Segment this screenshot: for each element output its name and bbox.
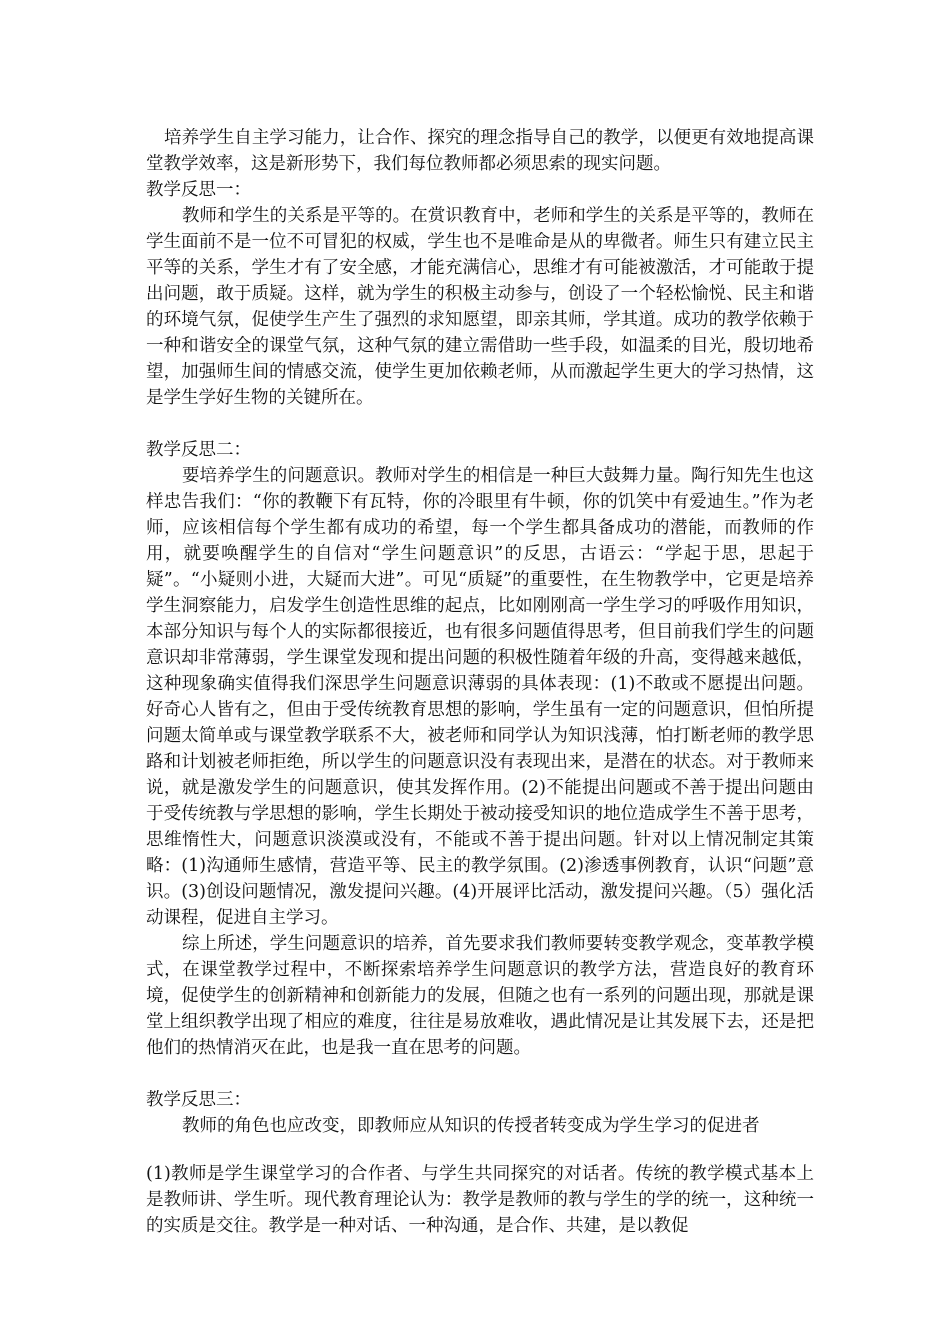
section2-heading: 教学反思二： xyxy=(146,440,251,460)
section-spacer xyxy=(146,1061,814,1087)
section3-paragraph-2: (1)教师是学生课堂学习的合作者、与学生共同探究的对话者。传统的教学模式基本上是教师讲、学生听。现代教育理论认为：教学是教师的教与学生的学的统一，这种统一的实质是交往。教学是一种对话、一种沟通，是合作、共建，是以教促 xyxy=(146,1164,814,1236)
section3-heading: 教学反思三： xyxy=(146,1090,251,1110)
section-spacer xyxy=(146,411,814,437)
section1-paragraph: 教师和学生的关系是平等的。在赏识教育中，老师和学生的关系是平等的，教师在学生面前不是一位不可冒犯的权威，学生也不是唯命是从的卑微者。师生只有建立民主平等的关系，学生才有了安全感，才能充满信心，思维才有可能被激活，才可能敢于提出问题，敢于质疑。这样，就为学生的积极主动参与，创设了一个轻松愉悦、民主和谐的环境气氛，促使学生产生了强烈的求知愿望，即亲其师，学其道。成功的教学依赖于一种和谐安全的课堂气氛，这种气氛的建立需借助一些手段，如温柔的目光，殷切地希望，加强师生间的情感交流，使学生更加依赖老师，从而激起学生更大的学习热情，这是学生学好生物的关键所在。 xyxy=(146,206,814,408)
section1-heading: 教学反思一： xyxy=(146,180,251,200)
intro-paragraph: 培养学生自主学习能力，让合作、探究的理念指导自己的教学，以便更有效地提高课堂教学效率，这是新形势下，我们每位教师都必须思索的现实问题。 xyxy=(146,128,814,174)
section2-paragraph-1: 要培养学生的问题意识。教师对学生的相信是一种巨大鼓舞力量。陶行知先生也这样忠告我们：“你的教鞭下有瓦特，你的冷眼里有牛顿，你的饥笑中有爱迪生。”作为老师，应该相信每个学生都有成功的希望，每一个学生都具备成功的潜能，而教师的作用，就要唤醒学生的自信对“学生问题意识”的反思，古语云：“学起于思，思起于疑”。“小疑则小进，大疑而大进”。可见“质疑”的重要性，在生物教学中，它更是培养学生洞察能力，启发学生创造性思维的起点，比如刚刚高一学生学习的呼吸作用知识，本部分知识与每个人的实际都很接近，也有很多问题值得思考，但目前我们学生的问题意识却非常薄弱，学生课堂发现和提出问题的积极性随着年级的升高，变得越来越低，这种现象确实值得我们深思学生问题意识薄弱的具体表现：(1)不敢或不愿提出问题。好奇心人皆有之，但由于受传统教育思想的影响，学生虽有一定的问题意识，但怕所提问题太简单或与课堂教学联系不大，被老师和同学认为知识浅薄，怕打断老师的教学思路和计划被老师拒绝，所以学生的问题意识没有表现出来，是潜在的状态。对于教师来说，就是激发学生的问题意识，使其发挥作用。(2)不能提出问题或不善于提出问题由于受传统教与学思想的影响，学生长期处于被动接受知识的地位造成学生不善于思考，思维惰性大，问题意识淡漠或没有，不能或不善于提出问题。针对以上情况制定其策略：(1)沟通师生感情，营造平等、民主的教学氛围。(2)渗透事例教育，认识“问题”意识。(3)创设问题情况，激发提问兴趣。(4)开展评比活动，激发提问兴趣。（5）强化活动课程，促进自主学习。 xyxy=(146,466,814,928)
document-body xyxy=(146,125,814,1239)
paragraph-spacer xyxy=(146,1139,814,1161)
section3-paragraph-1: 教师的角色也应改变，即教师应从知识的传授者转变成为学生学习的促进者 xyxy=(182,1116,760,1136)
section2-paragraph-2: 综上所述，学生问题意识的培养，首先要求我们教师要转变教学观念，变革教学模式，在课堂教学过程中，不断探索培养学生问题意识的教学方法，营造良好的教育环境，促使学生的创新精神和创新能力的发展，但随之也有一系列的问题出现，那就是课堂上组织教学出现了相应的难度，往往是易放难收，遇此情况是让其发展下去，还是把他们的热情消灭在此，也是我一直在思考的问题。 xyxy=(146,934,814,1058)
